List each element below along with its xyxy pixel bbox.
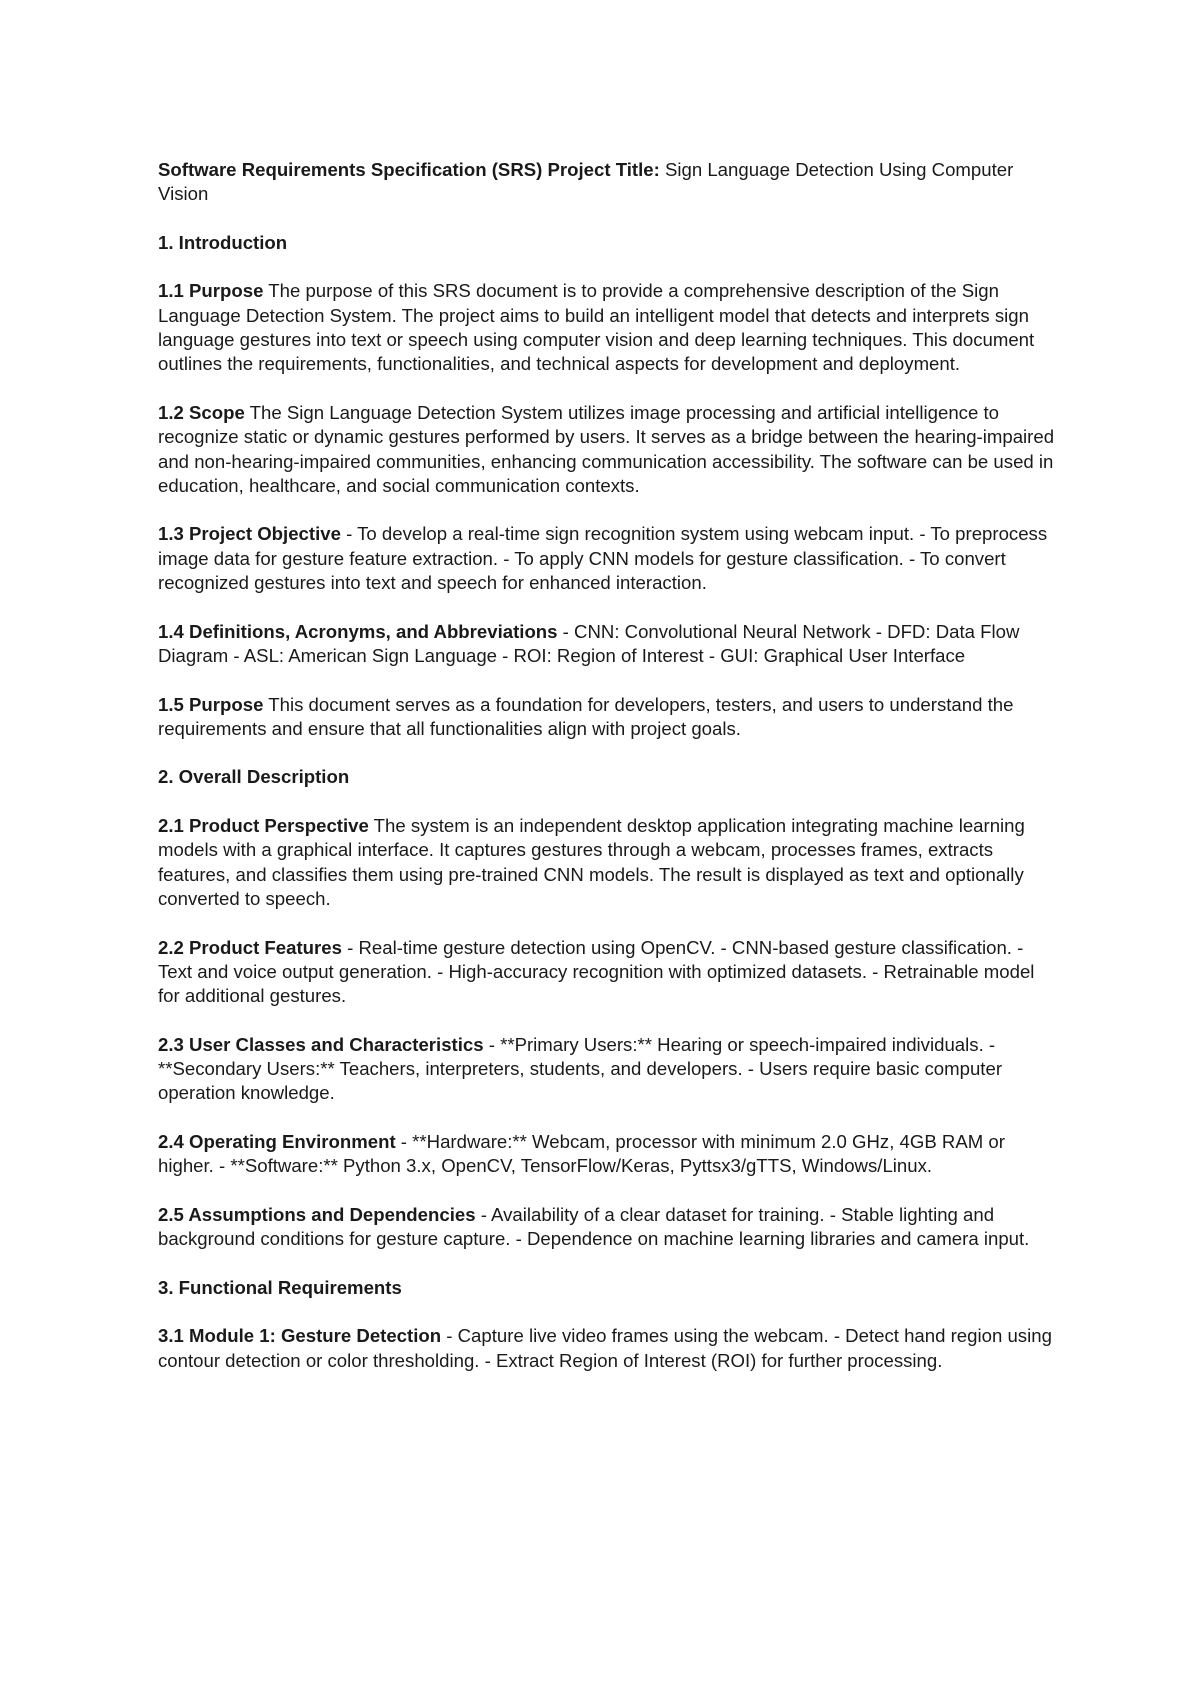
- paragraph-text: - **Hardware:** Webcam, processor with minimum 2.0 GHz, 4GB RAM or higher. - **Software:** Python 3.x, OpenCV, TensorFlow/Keras, Pyttsx3/gTTS, Windows/Linux.: [158, 1130, 1005, 1177]
- paragraph-2-3-user-classes: [158, 1033, 1058, 1106]
- paragraph-1-1-purpose: [158, 279, 1058, 376]
- paragraph-3-1-gesture-detection: [158, 1324, 1058, 1373]
- paragraph-1-4-definitions: [158, 620, 1058, 669]
- paragraph-text: - Availability of a clear dataset for training. - Stable lighting and background conditions for gesture capture. - Dependence on machine learning libraries and camera input.: [158, 1203, 1030, 1250]
- paragraph-text: - Capture live video frames using the webcam. - Detect hand region using contour detection or color thresholding. - Extract Region of Interest (ROI) for further processing.: [158, 1325, 1052, 1371]
- paragraph-label: 3.1 Module 1: Gesture Detection: [158, 1325, 442, 1347]
- paragraph-label: 1.1 Purpose: [158, 280, 264, 302]
- paragraph-2-5-assumptions: [158, 1203, 1058, 1252]
- document-body: [158, 158, 1058, 1397]
- paragraph-label: 1.3 Project Objective: [158, 523, 341, 545]
- paragraph-2-1-product-perspective: [158, 814, 1058, 911]
- paragraph-text: The Sign Language Detection System utilizes image processing and artificial intelligence to recognize static or dynamic gestures performed by users. It serves as a bridge between the hearing-impaired and non-hearing-impaired communities, enhancing communication accessibility. The software can be used in education, healthcare, and social communication contexts.: [158, 401, 1055, 496]
- paragraph-1-3-project-objective: [158, 522, 1058, 595]
- paragraph-label: 1.2 Scope: [158, 401, 245, 423]
- paragraph-label: 1.4 Definitions, Acronyms, and Abbreviations: [158, 620, 558, 642]
- paragraph-label: 2.1 Product Perspective: [158, 815, 369, 837]
- title-label: Software Requirements Specification (SRS) Project Title:: [158, 159, 660, 180]
- paragraph-label: 2.3 User Classes and Characteristics: [158, 1033, 484, 1055]
- paragraph-text: - Real-time gesture detection using OpenCV. - CNN-based gesture classification. - Text and voice output generation. - High-accuracy recognition with optimized datasets. - Retrainable model for additional gestures.: [158, 936, 1035, 1007]
- paragraph-label: 2.4 Operating Environment: [158, 1130, 396, 1152]
- section-heading-introduction: 1. Introduction: [158, 231, 288, 253]
- paragraph-label: 2.2 Product Features: [158, 936, 342, 958]
- title-text: Sign Language Detection Using Computer Vision: [158, 159, 1014, 205]
- paragraph-text: - To develop a real-time sign recognition system using webcam input. - To preprocess image data for gesture feature extraction. - To apply CNN models for gesture classification. - To convert recognized gestures into text and speech for enhanced interaction.: [158, 523, 1048, 594]
- document-title: [158, 158, 1058, 207]
- paragraph-text: The system is an independent desktop application integrating machine learning models with a graphical interface. It captures gestures through a webcam, processes frames, extracts features, and classifies them using pre-trained CNN models. The result is displayed as text and optionally converted to speech.: [158, 815, 1025, 909]
- paragraph-text: - **Primary Users:** Hearing or speech-impaired individuals. - **Secondary Users:** Teachers, interpreters, students, and developers. - Users require basic computer operation knowledge.: [158, 1033, 1003, 1104]
- paragraph-2-2-product-features: [158, 936, 1058, 1009]
- paragraph-2-4-operating-environment: [158, 1130, 1058, 1179]
- section-heading-functional-requirements: 3. Functional Requirements: [158, 1276, 402, 1298]
- paragraph-1-5-purpose: [158, 693, 1058, 742]
- paragraph-text: - CNN: Convolutional Neural Network - DFD: Data Flow Diagram - ASL: American Sign Language - ROI: Region of Interest - GUI: Graphical User Interface: [158, 620, 1020, 666]
- paragraph-text: The purpose of this SRS document is to provide a comprehensive description of the Sign Language Detection System. The project aims to build an intelligent model that detects and interprets sign language gestures into text or speech using computer vision and deep learning techniques. This document outlines the requirements, functionalities, and technical aspects for development and deployment.: [158, 280, 1035, 375]
- section-heading-overall-description: 2. Overall Description: [158, 766, 350, 788]
- paragraph-text: This document serves as a foundation for developers, testers, and users to understand the requirements and ensure that all functionalities align with project goals.: [158, 693, 1014, 739]
- paragraph-1-2-scope: [158, 401, 1058, 498]
- paragraph-label: 1.5 Purpose: [158, 693, 264, 715]
- paragraph-label: 2.5 Assumptions and Dependencies: [158, 1203, 476, 1225]
